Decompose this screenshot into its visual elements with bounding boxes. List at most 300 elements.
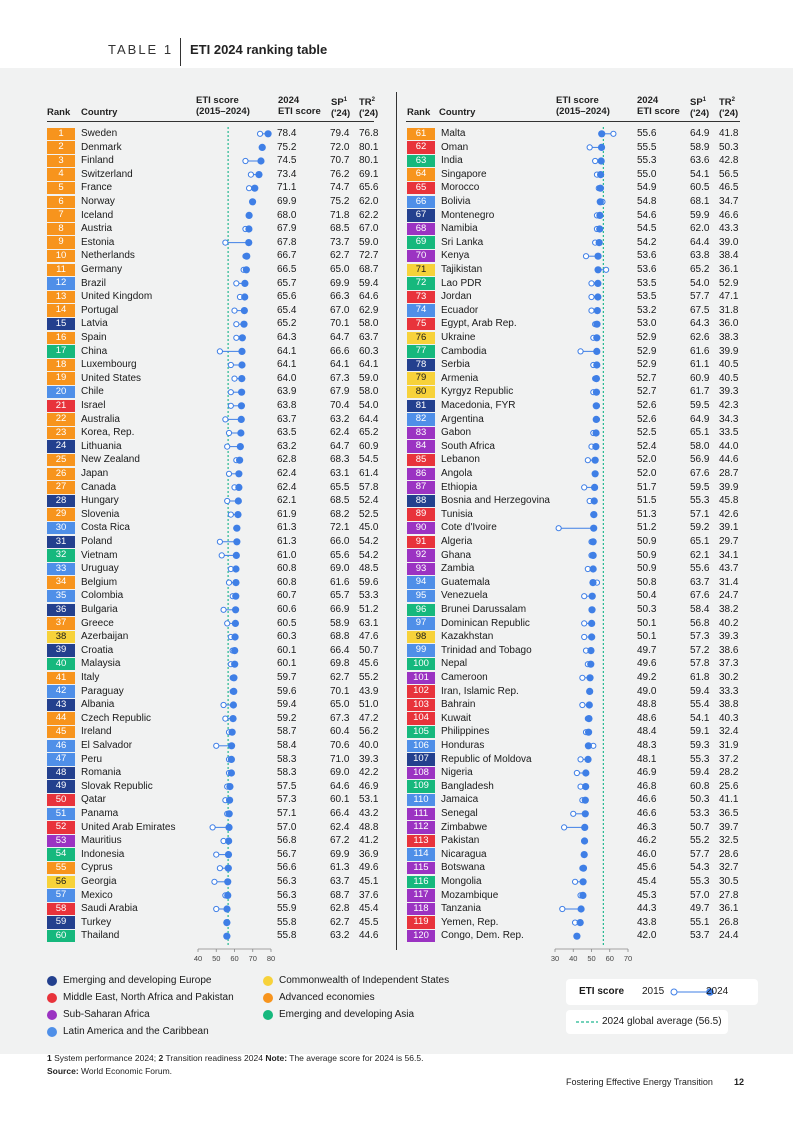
score-2015-marker xyxy=(571,811,576,816)
score-2015-marker xyxy=(574,770,579,775)
country-name: Ukraine xyxy=(441,332,476,343)
eti-2024-value: 61.3 xyxy=(277,522,297,534)
sp-value: 61.7 xyxy=(690,386,710,398)
asia-dev-legend-label: Emerging and developing Asia xyxy=(279,1009,415,1020)
tr-value: 44.0 xyxy=(719,440,739,452)
score-2024-marker xyxy=(598,157,605,164)
score-2015-marker xyxy=(225,444,230,449)
tr-value: 39.3 xyxy=(719,631,739,643)
eti-2024-value: 48.6 xyxy=(637,712,657,724)
eti-2024-value: 49.0 xyxy=(637,685,657,697)
country-name: Mauritius xyxy=(81,835,122,847)
country-name: Iceland xyxy=(81,209,114,221)
tr-value: 57.8 xyxy=(359,481,379,493)
eti-2024-value: 50.1 xyxy=(637,617,657,629)
score-2024-marker xyxy=(586,688,593,695)
eti-2024-value: 49.2 xyxy=(637,672,657,683)
rank-badge: 23 xyxy=(47,427,75,440)
sp-value: 55.3 xyxy=(690,753,710,765)
legend-2015-marker xyxy=(671,989,677,995)
tr-value: 58.0 xyxy=(359,386,379,398)
score-2015-marker xyxy=(232,376,237,381)
country-name: Algeria xyxy=(441,536,473,547)
tr-value: 38.2 xyxy=(719,604,739,615)
legend-2024-label: 2024 xyxy=(706,986,729,997)
page-number: 12 xyxy=(734,1077,745,1087)
sp-value: 72.0 xyxy=(330,141,350,153)
eti-2024-value: 59.6 xyxy=(277,685,297,697)
legend-2015-label: 2015 xyxy=(642,986,665,997)
tr-value: 25.6 xyxy=(719,780,739,792)
eti-2024-value: 46.6 xyxy=(637,794,657,806)
score-2015-marker xyxy=(587,145,592,150)
eti-legend-title: ETI score xyxy=(579,986,625,997)
sp-value: 61.1 xyxy=(690,359,710,371)
tr-value: 24.4 xyxy=(719,930,739,942)
tr-value: 38.3 xyxy=(719,332,739,343)
score-2024-marker xyxy=(593,348,600,355)
tr-value: 48.8 xyxy=(359,821,379,833)
eti-2024-value: 60.1 xyxy=(277,644,297,656)
score-2015-marker xyxy=(589,294,594,299)
axis-tick-label: 40 xyxy=(569,954,578,963)
score-2015-marker xyxy=(226,430,231,435)
country-name: Czech Republic xyxy=(81,712,152,724)
score-2024-marker xyxy=(238,348,245,355)
axis-tick-label: 60 xyxy=(230,954,239,963)
sp-value: 57.3 xyxy=(690,631,710,643)
score-2015-marker xyxy=(234,322,239,327)
eti-2024-value: 65.4 xyxy=(277,304,297,316)
rank-badge: 104 xyxy=(407,712,435,725)
eti-2024-value: 62.4 xyxy=(277,481,297,493)
eti-2024-value: 61.3 xyxy=(277,536,297,547)
country-name: Macedonia, FYR xyxy=(441,400,516,411)
eti-2024-value: 64.1 xyxy=(277,359,297,371)
tr-value: 51.2 xyxy=(359,604,379,615)
score-2024-marker xyxy=(232,620,239,627)
rank-badge: 95 xyxy=(407,590,435,603)
country-name: Kyrgyz Republic xyxy=(441,386,514,398)
sp-value: 72.1 xyxy=(330,522,350,534)
score-2015-marker xyxy=(604,267,609,272)
eti-2024-value: 44.3 xyxy=(637,903,657,915)
rank-badge: 36 xyxy=(47,604,75,617)
footnote-2-text: Transition readiness 2024 xyxy=(163,1053,266,1063)
tr-value: 45.6 xyxy=(359,658,379,670)
score-2024-marker xyxy=(230,701,237,708)
eti-2024-value: 65.2 xyxy=(277,318,297,330)
eti-2024-value: 62.1 xyxy=(277,495,297,507)
country-name: Korea, Rep. xyxy=(81,427,135,439)
rank-badge: 6 xyxy=(47,196,75,209)
score-2024-marker xyxy=(593,416,600,423)
score-2015-marker xyxy=(582,594,587,599)
sp-value: 68.2 xyxy=(330,508,350,520)
rank-badge: 118 xyxy=(407,903,435,916)
tr-value: 62.0 xyxy=(359,196,379,207)
eti-2024-value: 60.3 xyxy=(277,631,297,643)
tr-value: 45.4 xyxy=(359,903,379,915)
eti-trend-header-line1-right: ETI score xyxy=(556,95,599,106)
sp-value: 55.6 xyxy=(690,563,710,575)
country-name: Qatar xyxy=(81,794,107,806)
score-2024-marker xyxy=(234,511,241,518)
eti-2024-value: 58.3 xyxy=(277,753,297,765)
rank-badge: 58 xyxy=(47,903,75,916)
tr-value: 46.5 xyxy=(719,182,739,194)
rank-badge: 71 xyxy=(407,264,435,277)
rank-badge: 14 xyxy=(47,304,75,317)
rank-badge: 45 xyxy=(47,726,75,739)
score-2024-marker xyxy=(593,361,600,368)
tr-header-line1: TR xyxy=(359,97,372,109)
score-2024-marker xyxy=(229,715,236,722)
country-name: Bulgaria xyxy=(81,604,118,615)
sp-header-line1-right: SP xyxy=(690,97,703,109)
score-2024-marker xyxy=(231,633,238,640)
rank-badge: 17 xyxy=(47,345,75,358)
tr-value: 46.6 xyxy=(719,209,739,221)
score-2024-marker xyxy=(259,144,266,151)
eti-2024-value: 71.1 xyxy=(277,182,297,194)
score-2024-marker xyxy=(232,593,239,600)
eti-2024-value: 53.5 xyxy=(637,277,657,289)
eti-2024-value: 56.8 xyxy=(277,835,297,847)
sp-value: 68.5 xyxy=(330,495,350,507)
tr-value: 40.0 xyxy=(359,740,379,751)
eti-2024-value: 67.8 xyxy=(277,236,297,248)
rank-badge: 92 xyxy=(407,549,435,562)
country-name: Hungary xyxy=(81,495,119,507)
country-name: Cote d'Ivoire xyxy=(441,522,497,534)
tr-value: 39.3 xyxy=(359,753,379,765)
sp-value: 60.9 xyxy=(690,372,710,384)
country-name: Japan xyxy=(81,468,109,479)
sp-value: 64.9 xyxy=(690,128,710,139)
country-name: Kuwait xyxy=(441,712,472,724)
rank-badge: 85 xyxy=(407,454,435,467)
rank-badge: 72 xyxy=(407,277,435,290)
score-2024-marker xyxy=(241,293,248,300)
country-name: Kenya xyxy=(441,250,470,262)
sp-value: 65.0 xyxy=(330,699,350,711)
sp-value: 63.7 xyxy=(690,576,710,588)
rank-badge: 112 xyxy=(407,821,435,834)
tr-value: 62.9 xyxy=(359,304,379,316)
eti-2024-value: 66.7 xyxy=(277,250,297,262)
country-name: Ethiopia xyxy=(441,481,478,493)
tr-value: 30.5 xyxy=(719,876,739,887)
sp-value: 64.7 xyxy=(330,440,350,452)
eti-2024-value: 60.7 xyxy=(277,590,297,602)
ssa-legend-dot xyxy=(47,1010,57,1020)
score-2015-marker xyxy=(232,308,237,313)
score-2024-marker xyxy=(225,837,232,844)
tr-value: 39.1 xyxy=(719,522,739,534)
country-name: Mexico xyxy=(81,889,113,901)
rank-badge: 8 xyxy=(47,223,75,236)
tr-value: 36.9 xyxy=(359,848,379,860)
score-2015-marker xyxy=(225,498,230,503)
score-2015-marker xyxy=(243,158,248,163)
tr-value: 32.4 xyxy=(719,726,739,738)
country-name: Peru xyxy=(81,753,103,765)
eti-2024-value: 54.9 xyxy=(637,182,657,194)
rank-badge: 87 xyxy=(407,481,435,494)
tr-value: 50.3 xyxy=(719,141,739,153)
country-name: Armenia xyxy=(441,372,479,384)
rank-badge: 54 xyxy=(47,848,75,861)
sp-value: 54.3 xyxy=(690,862,710,874)
country-name: Venezuela xyxy=(441,590,488,602)
rank-badge: 105 xyxy=(407,726,435,739)
country-name: Azerbaijan xyxy=(81,631,129,643)
score-2015-marker xyxy=(221,607,226,612)
tr-value: 42.3 xyxy=(719,400,739,411)
rank-badge: 57 xyxy=(47,889,75,902)
sp-value: 68.8 xyxy=(330,631,350,643)
eti-2024-value: 60.8 xyxy=(277,576,297,588)
score-2024-marker xyxy=(594,280,601,287)
sp-value: 67.9 xyxy=(330,386,350,398)
score-2024-marker xyxy=(590,538,597,545)
rank-badge: 16 xyxy=(47,332,75,345)
rank-badge: 13 xyxy=(47,291,75,304)
country-name: Brunei Darussalam xyxy=(441,604,527,615)
score-2024-marker xyxy=(598,144,605,151)
country-name: Pakistan xyxy=(441,835,480,847)
score-2024-marker xyxy=(237,429,244,436)
country-name: Paraguay xyxy=(81,685,124,697)
country-name: Nepal xyxy=(441,658,468,670)
asia-dev-legend-dot xyxy=(263,1010,273,1020)
score-2015-marker xyxy=(214,743,219,748)
sp-value: 67.6 xyxy=(690,468,710,479)
rank-badge: 7 xyxy=(47,209,75,222)
eti-2024-value: 50.1 xyxy=(637,631,657,643)
eti-2024-value: 46.6 xyxy=(637,808,657,819)
country-name: Austria xyxy=(81,223,113,235)
score-2024-marker xyxy=(224,892,231,899)
score-2024-marker xyxy=(235,470,242,477)
country-name: Thailand xyxy=(81,930,120,942)
score-2024-marker xyxy=(593,389,600,396)
eti-2024-value: 73.4 xyxy=(277,168,297,180)
axis-tick-label: 50 xyxy=(212,954,221,963)
score-2024-marker xyxy=(592,457,599,464)
country-name: Croatia xyxy=(81,644,114,656)
score-2024-marker xyxy=(573,933,580,940)
rank-badge: 32 xyxy=(47,549,75,562)
rank-badge: 53 xyxy=(47,835,75,848)
note-label: Note: xyxy=(265,1053,288,1063)
eti-2024-value: 52.0 xyxy=(637,468,657,479)
sp-value: 65.7 xyxy=(330,590,350,602)
country-name: Indonesia xyxy=(81,848,125,860)
sp-value: 66.4 xyxy=(330,644,350,656)
score-2024-marker xyxy=(591,497,598,504)
eti-2024-value: 53.0 xyxy=(637,318,657,330)
score-2024-marker xyxy=(228,769,235,776)
tr-value: 65.2 xyxy=(359,427,379,439)
rank-badge: 80 xyxy=(407,386,435,399)
eti-2024-value: 48.1 xyxy=(637,753,657,765)
table-title: ETI 2024 ranking table xyxy=(190,42,328,57)
rank-badge: 63 xyxy=(407,155,435,168)
eti-trend-header-line2-right: (2015–2024) xyxy=(556,106,610,117)
footnote-source xyxy=(47,1066,172,1076)
rank-badge: 33 xyxy=(47,563,75,576)
score-2024-marker xyxy=(225,824,232,831)
sp-value: 59.5 xyxy=(690,400,710,411)
tr-header-line2-right: ('24) xyxy=(719,108,739,120)
tr-value: 52.4 xyxy=(359,495,379,507)
score-2024-marker xyxy=(237,443,244,450)
score-2024-marker xyxy=(249,198,256,205)
tr-value: 43.3 xyxy=(719,223,739,235)
score-2024-marker xyxy=(238,416,245,423)
score-2015-marker xyxy=(578,757,583,762)
tr-value: 67.0 xyxy=(359,223,379,235)
rank-badge: 77 xyxy=(407,345,435,358)
tr-value: 58.0 xyxy=(359,318,379,330)
rank-badge: 106 xyxy=(407,740,435,753)
sp-value: 50.3 xyxy=(690,794,710,806)
tr-value: 36.1 xyxy=(719,903,739,915)
sp-value: 64.1 xyxy=(330,359,350,371)
eti-2024-value: 50.9 xyxy=(637,549,657,561)
score-2015-marker xyxy=(582,485,587,490)
rank-badge: 44 xyxy=(47,712,75,725)
sp-value: 68.5 xyxy=(330,223,350,235)
sp-value: 68.1 xyxy=(690,196,710,207)
sp-value: 67.3 xyxy=(330,372,350,384)
country-name: Iran, Islamic Rep. xyxy=(441,685,519,697)
tr-value: 72.7 xyxy=(359,250,379,262)
score-2024-marker xyxy=(591,484,598,491)
sp-value: 59.1 xyxy=(690,726,710,738)
rank-badge: 116 xyxy=(407,876,435,889)
country-name: Namibia xyxy=(441,223,478,235)
sp-value: 58.0 xyxy=(690,440,710,452)
rank-badge: 47 xyxy=(47,753,75,766)
country-name: Bangladesh xyxy=(441,780,494,792)
tr-value: 29.7 xyxy=(719,536,739,547)
tr-value: 51.0 xyxy=(359,699,379,711)
country-name: Jamaica xyxy=(441,794,479,806)
eti-2024-value: 53.2 xyxy=(637,304,657,316)
tr-value: 31.9 xyxy=(719,740,739,751)
rank-badge: 79 xyxy=(407,372,435,385)
rank-badge: 111 xyxy=(407,808,435,821)
tr-value: 59.6 xyxy=(359,576,379,588)
score-2015-marker xyxy=(247,186,252,191)
eti-2024-value: 58.7 xyxy=(277,726,297,738)
eti-2024-value: 63.5 xyxy=(277,427,297,439)
score-2015-marker xyxy=(582,634,587,639)
eti-2024-value: 58.3 xyxy=(277,767,297,779)
rank-badge: 93 xyxy=(407,563,435,576)
sp-value: 57.1 xyxy=(690,508,710,520)
eti-2024-value: 51.7 xyxy=(637,481,657,493)
eti-2024-value: 46.0 xyxy=(637,848,657,860)
eti-2024-value: 60.1 xyxy=(277,658,297,670)
country-name: Portugal xyxy=(81,304,119,316)
eti-2024-value: 55.3 xyxy=(637,155,657,167)
tr-header-sup-right: 2 xyxy=(731,97,736,103)
score-2024-marker xyxy=(587,661,594,668)
rank-badge: 40 xyxy=(47,658,75,671)
score-2024-marker xyxy=(586,674,593,681)
rank-badge: 91 xyxy=(407,536,435,549)
eti-2024-header-line2: ETI score xyxy=(278,106,321,117)
score-2015-marker xyxy=(248,172,253,177)
score-2024-marker xyxy=(590,525,597,532)
eti-2024-value: 65.6 xyxy=(277,291,297,303)
score-2024-marker xyxy=(230,674,237,681)
rank-badge: 35 xyxy=(47,590,75,603)
score-2024-marker xyxy=(594,266,601,273)
tr-value: 55.2 xyxy=(359,672,379,683)
tr-value: 26.8 xyxy=(719,916,739,928)
eti-2024-value: 60.8 xyxy=(277,563,297,575)
score-2024-marker xyxy=(590,511,597,518)
rank-badge: 89 xyxy=(407,508,435,521)
country-name: Tanzania xyxy=(441,903,482,915)
rank-badge: 97 xyxy=(407,617,435,630)
sp-value: 66.0 xyxy=(330,536,350,547)
score-2024-marker xyxy=(577,919,584,926)
rank-badge: 11 xyxy=(47,264,75,277)
tr-header-line1-right: TR xyxy=(719,97,732,109)
tr-value: 39.9 xyxy=(719,481,739,493)
axis-tick-label: 30 xyxy=(550,954,560,963)
sp-value: 67.0 xyxy=(330,304,350,316)
tr-value: 27.8 xyxy=(719,889,739,901)
sp-value: 55.3 xyxy=(690,495,710,507)
score-2024-marker xyxy=(233,538,240,545)
eti-2024-value: 48.3 xyxy=(637,740,657,751)
score-2024-marker xyxy=(236,457,243,464)
rank-badge: 86 xyxy=(407,468,435,481)
advanced-legend-label: Advanced economies xyxy=(279,992,375,1003)
country-name: Ghana xyxy=(441,549,472,561)
rank-badge: 2 xyxy=(47,141,75,154)
score-2024-marker xyxy=(582,810,589,817)
rank-badge: 83 xyxy=(407,427,435,440)
eti-2024-value: 58.4 xyxy=(277,740,297,751)
note-text: The average score for 2024 is 56.5. xyxy=(287,1053,424,1063)
eti-2024-value: 55.6 xyxy=(637,128,657,139)
tr-value: 52.5 xyxy=(359,508,379,520)
sp-value: 70.1 xyxy=(330,318,350,330)
eti-score-legend xyxy=(566,979,758,1005)
eti-2024-value: 62.8 xyxy=(277,454,297,466)
rank-badge: 101 xyxy=(407,672,435,685)
eti-2024-value: 52.0 xyxy=(637,454,657,466)
footer-title: Fostering Effective Energy Transition xyxy=(566,1077,713,1087)
sp-value: 62.1 xyxy=(690,549,710,561)
sp-value: 65.6 xyxy=(330,549,350,561)
tr-value: 54.5 xyxy=(359,454,379,466)
eti-2024-value: 57.5 xyxy=(277,780,297,792)
country-name: Cambodia xyxy=(441,345,487,357)
tr-value: 24.7 xyxy=(719,590,739,602)
country-name: Brazil xyxy=(81,277,107,289)
eti-2024-value: 45.3 xyxy=(637,889,657,901)
score-2024-marker xyxy=(594,293,601,300)
